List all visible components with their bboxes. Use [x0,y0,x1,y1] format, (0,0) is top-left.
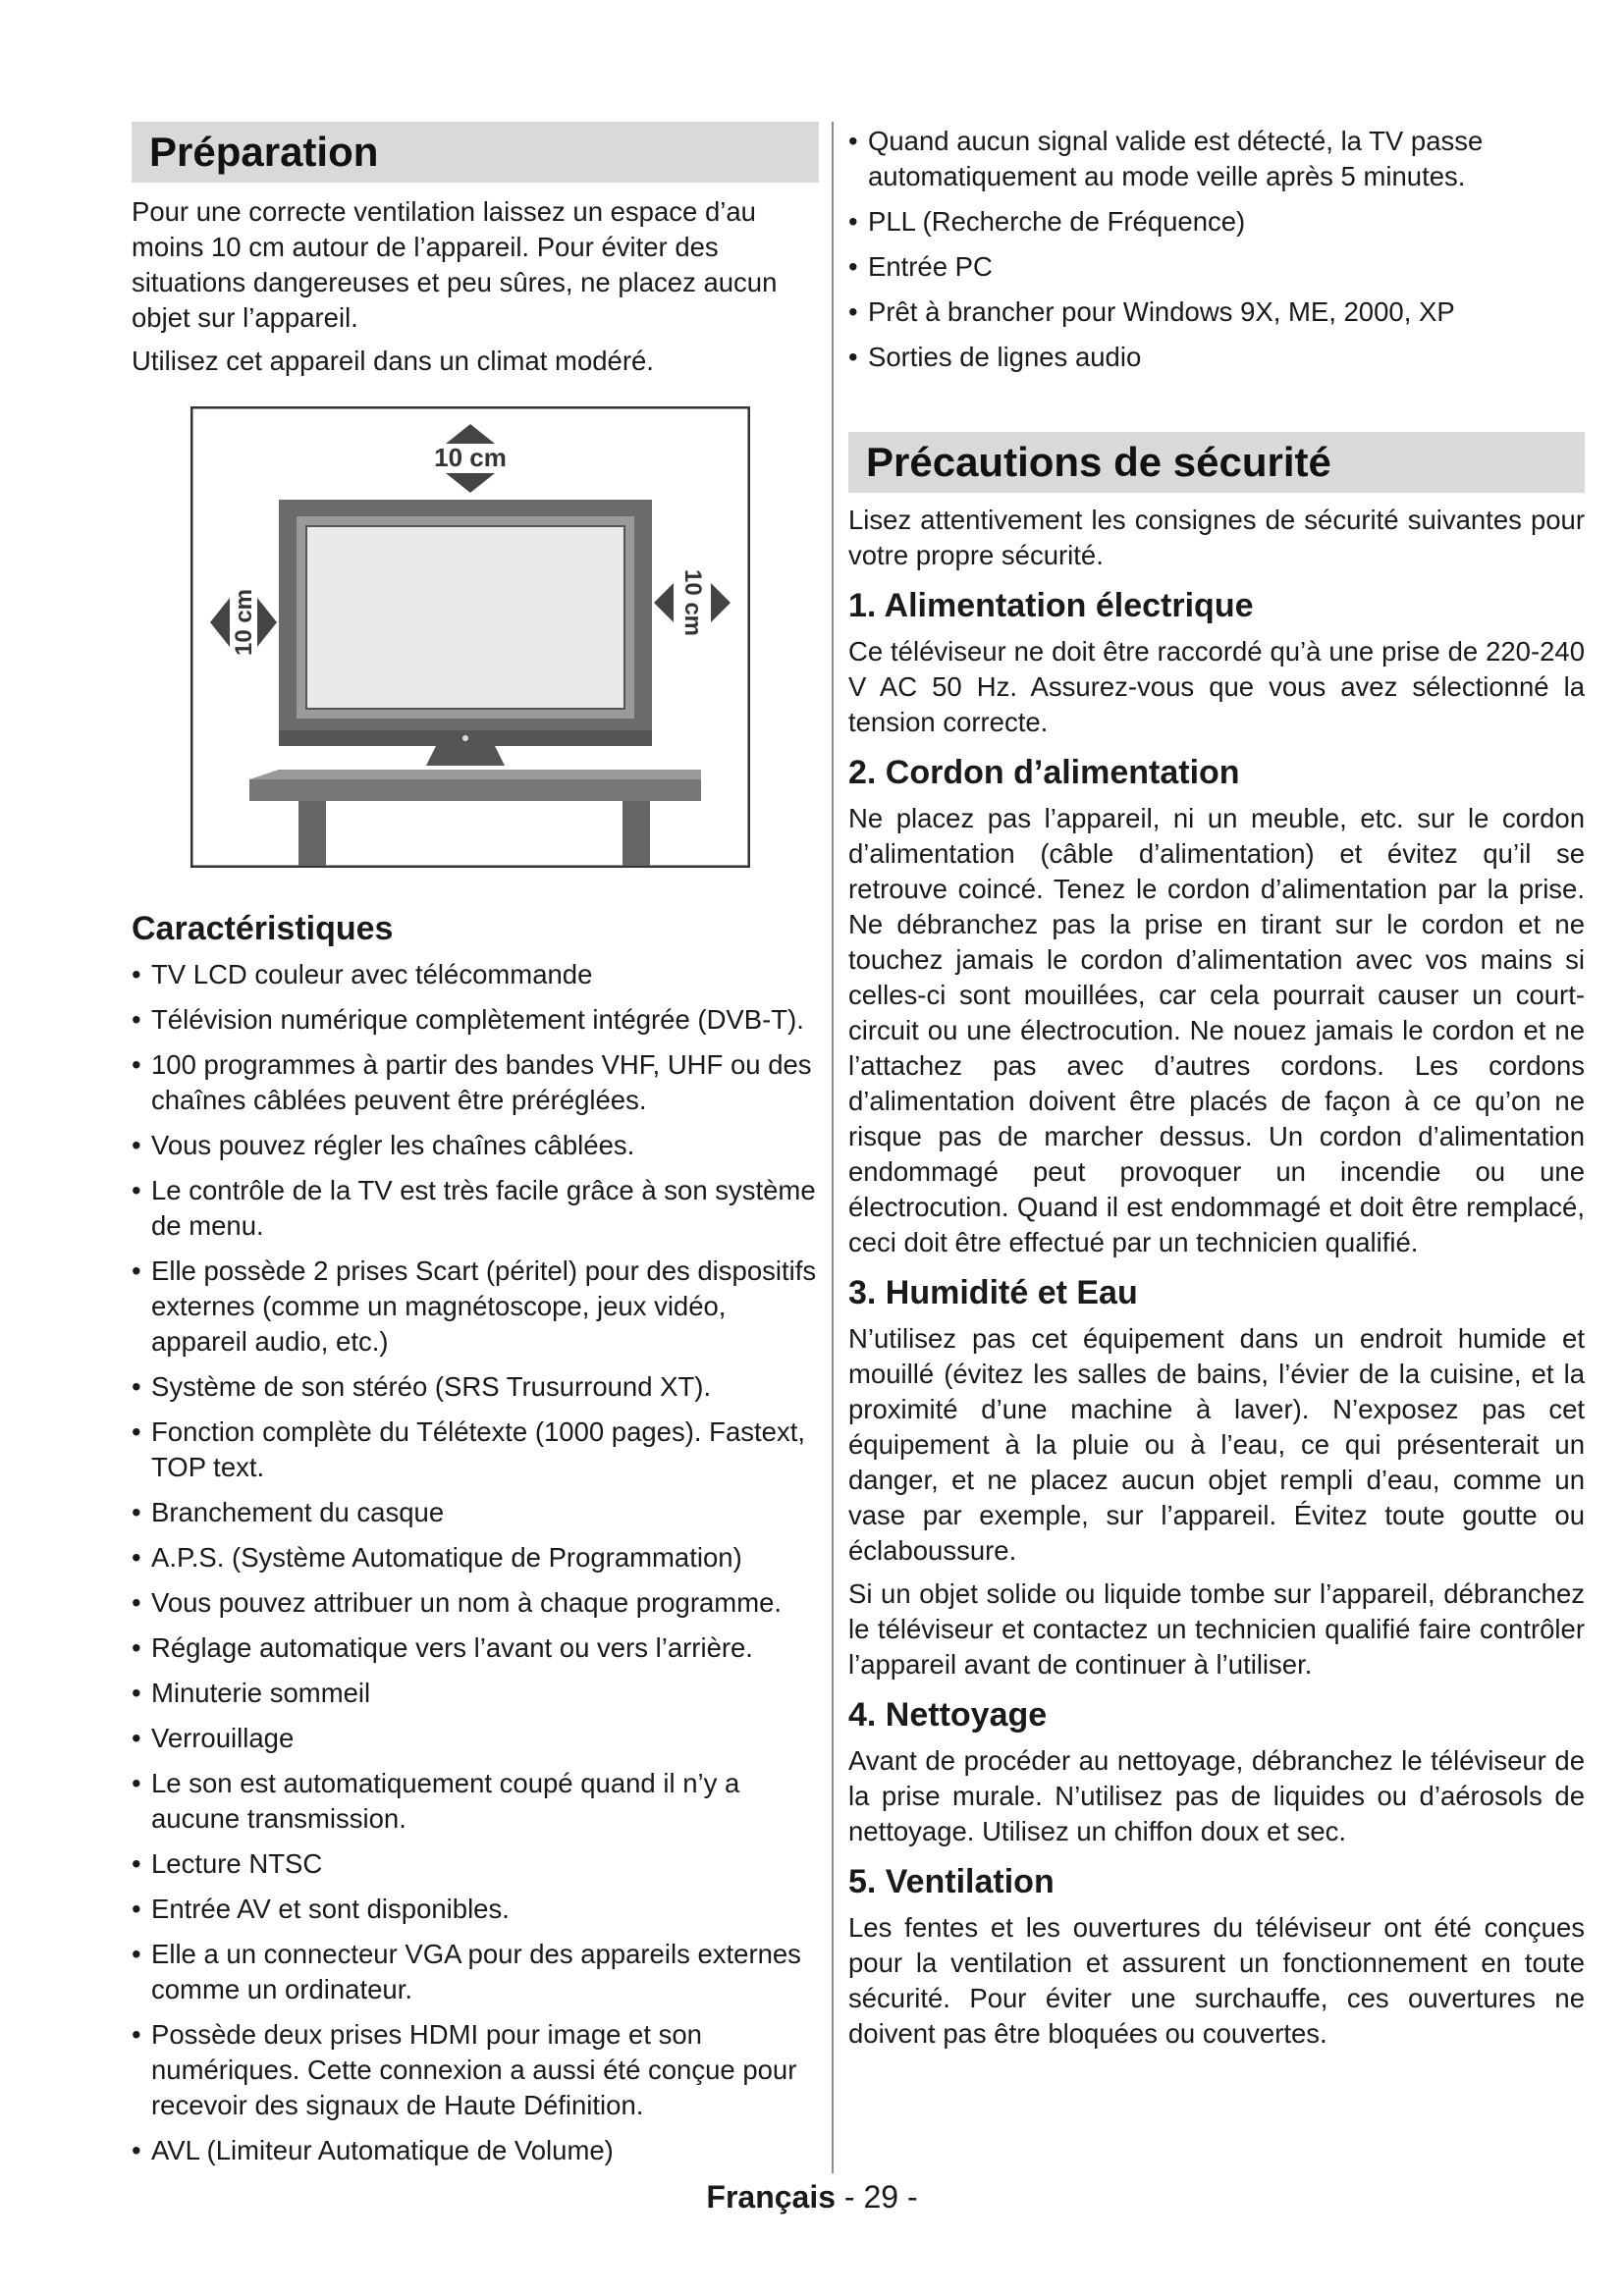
list-item: • Sorties de lignes audio [848,340,1585,375]
list-item: • Quand aucun signal valide est détecté, la TV passe automatiquement au mode veille après 5 minutes. [848,124,1585,194]
list-item: • Système de son stéréo (SRS Trusurround XT). [132,1369,819,1405]
section-text-power: Ce téléviseur ne doit être raccordé qu’à une prise de 220-240 V AC 50 Hz. Assurez-vous que vous avez sélectionné la tension correcte. [848,636,1585,738]
tv-screen [306,526,624,709]
list-item: • Elle possède 2 prises Scart (péritel) pour des dispositifs externes (comme un magnétoscope, jeux vidéo, appareil audio, etc.) [132,1254,819,1360]
section-heading-power-cord: 2. Cordon d’alimentation [848,754,1240,792]
right-column [848,122,1585,2059]
list-item: • 100 programmes à partir des bandes VHF, UHF ou des chaînes câblées peuvent être préréglées. [132,1047,819,1118]
section-text-power-cord: Ne placez pas l’appareil, ni un meuble, etc. sur le cordon d’alimentation (câble d’alimentation) et évitez qu’il se retrouve coincé. Tenez le cordon d’alimentation par la prise. Ne débranchez pas la prise en tirant sur le cordon et ne touchez jamais le cordon d’alimentation avec vos mains si celles-ci sont mouillées, car cela pourrait causer un court-circuit ou une électrocution. Ne nouez jamais le cordon et ne l’attachez pas avec d’autres cordons. Les cordons d’alimentation doivent être placés de façon à ce qu’on ne risque pas de marcher dessus. Un cordon d’alimentation endommagé peut provoquer un incendie ou une électrocution. Quand il est endommagé et doit être remplacé, ceci doit être effectué par un technicien qualifié. [848,803,1585,1258]
table-leg-right [623,801,650,866]
left-clearance-label: 10 cm [231,589,257,657]
list-item: • Entrée PC [848,249,1585,285]
list-item: • AVL (Limiteur Automatique de Volume) [132,2133,819,2168]
features-title: Caractéristiques [132,910,394,948]
list-item: • Branchement du casque [132,1495,819,1530]
section-text-moisture-2: Si un objet solide ou liquide tombe sur l’appareil, débranchez le téléviseur et contactez un technicien qualifié faire contrôler l’appareil avant de continuer à l’utiliser. [848,1578,1585,1681]
tv-stand [426,746,505,766]
list-item: • Vous pouvez attribuer un nom à chaque programme. [132,1585,819,1621]
safety-intro: Lisez attentivement les consignes de sécurité suivantes pour votre propre sécurité. [848,505,1585,571]
list-item: • Lecture NTSC [132,1846,819,1882]
left-column [132,122,819,2178]
right-clearance-label: 10 cm [679,569,706,637]
list-item: • Le contrôle de la TV est très facile grâce à son système de menu. [132,1173,819,1244]
section-text-ventilation: Les fentes et les ouvertures du téléviseur ont été conçues pour la ventilation et assurent un fonctionnement en toute sécurité. Pour éviter une surchauffe, ces ouvertures ne doivent pas être bloquées ou couvertes. [848,1912,1585,2050]
list-item: • Vous pouvez régler les chaînes câblées. [132,1128,819,1163]
preparation-paragraph-2: Utilisez cet appareil dans un climat modéré. [132,346,654,377]
tv-clearance-figure [190,406,750,868]
preparation-paragraph-1: Pour une correcte ventilation laissez un espace d’au moins 10 cm autour de l’appareil. Pour éviter des situations dangereuses et peu sûres, ne placez aucun objet sur l’appareil. [132,196,778,334]
list-item: • Fonction complète du Télétexte (1000 pages). Fastext, TOP text. [132,1415,819,1485]
top-clearance-label: 10 cm [434,443,507,473]
list-item: • Elle a un connecteur VGA pour des appareils externes comme un ordinateur. [132,1937,819,2007]
table-top [249,779,701,801]
column-divider [832,122,834,2173]
page-footer [0,2177,1624,2216]
table-leg-left [298,801,326,866]
section-heading-moisture: 3. Humidité et Eau [848,1274,1138,1312]
preparation-title: Préparation [132,122,819,183]
list-item: • A.P.S. (Système Automatique de Programmation) [132,1540,819,1575]
list-item: • Possède deux prises HDMI pour image et son numériques. Cette connexion a aussi été conçue pour recevoir des signaux de Haute Définition. [132,2017,819,2123]
features-list-continued [848,124,1585,375]
list-item: • Réglage automatique vers l’avant ou vers l’arrière. [132,1630,819,1666]
list-item: • Prêt à brancher pour Windows 9X, ME, 2000, XP [848,294,1585,330]
list-item: • Télévision numérique complètement intégrée (DVB-T). [132,1002,819,1038]
list-item: • PLL (Recherche de Fréquence) [848,204,1585,240]
list-item: • Verrouillage [132,1721,819,1756]
section-heading-ventilation: 5. Ventilation [848,1863,1055,1901]
section-text-cleaning: Avant de procéder au nettoyage, débranchez le téléviseur de la prise murale. N’utilisez pas de liquides ou d’aérosols de nettoyage. Utilisez un chiffon doux et sec. [848,1745,1585,1847]
list-item: • Minuterie sommeil [132,1676,819,1711]
list-item: • TV LCD couleur avec télécommande [132,957,819,992]
features-list [132,957,819,2168]
footer-language: Français [706,2179,837,2215]
safety-title: Précautions de sécurité [848,432,1585,493]
section-heading-power: 1. Alimentation électrique [848,587,1254,625]
list-item: • Le son est automatiquement coupé quand il n’y a aucune transmission. [132,1766,819,1837]
section-heading-cleaning: 4. Nettoyage [848,1696,1048,1735]
list-item: • Entrée AV et sont disponibles. [132,1892,819,1927]
section-text-moisture-1: N’utilisez pas cet équipement dans un endroit humide et mouillé (évitez les salles de bains, l’évier de la cuisine, et la proximité d’une machine à laver). N’exposez pas cet équipement à la pluie ou à l’eau, ce qui présenterait un danger, et ne placez aucun objet rempli d’eau, comme un vase par exemple, sur l’appareil. Évitez toute goutte ou éclaboussure. [848,1323,1585,1567]
page-number: - 29 - [843,2179,918,2215]
